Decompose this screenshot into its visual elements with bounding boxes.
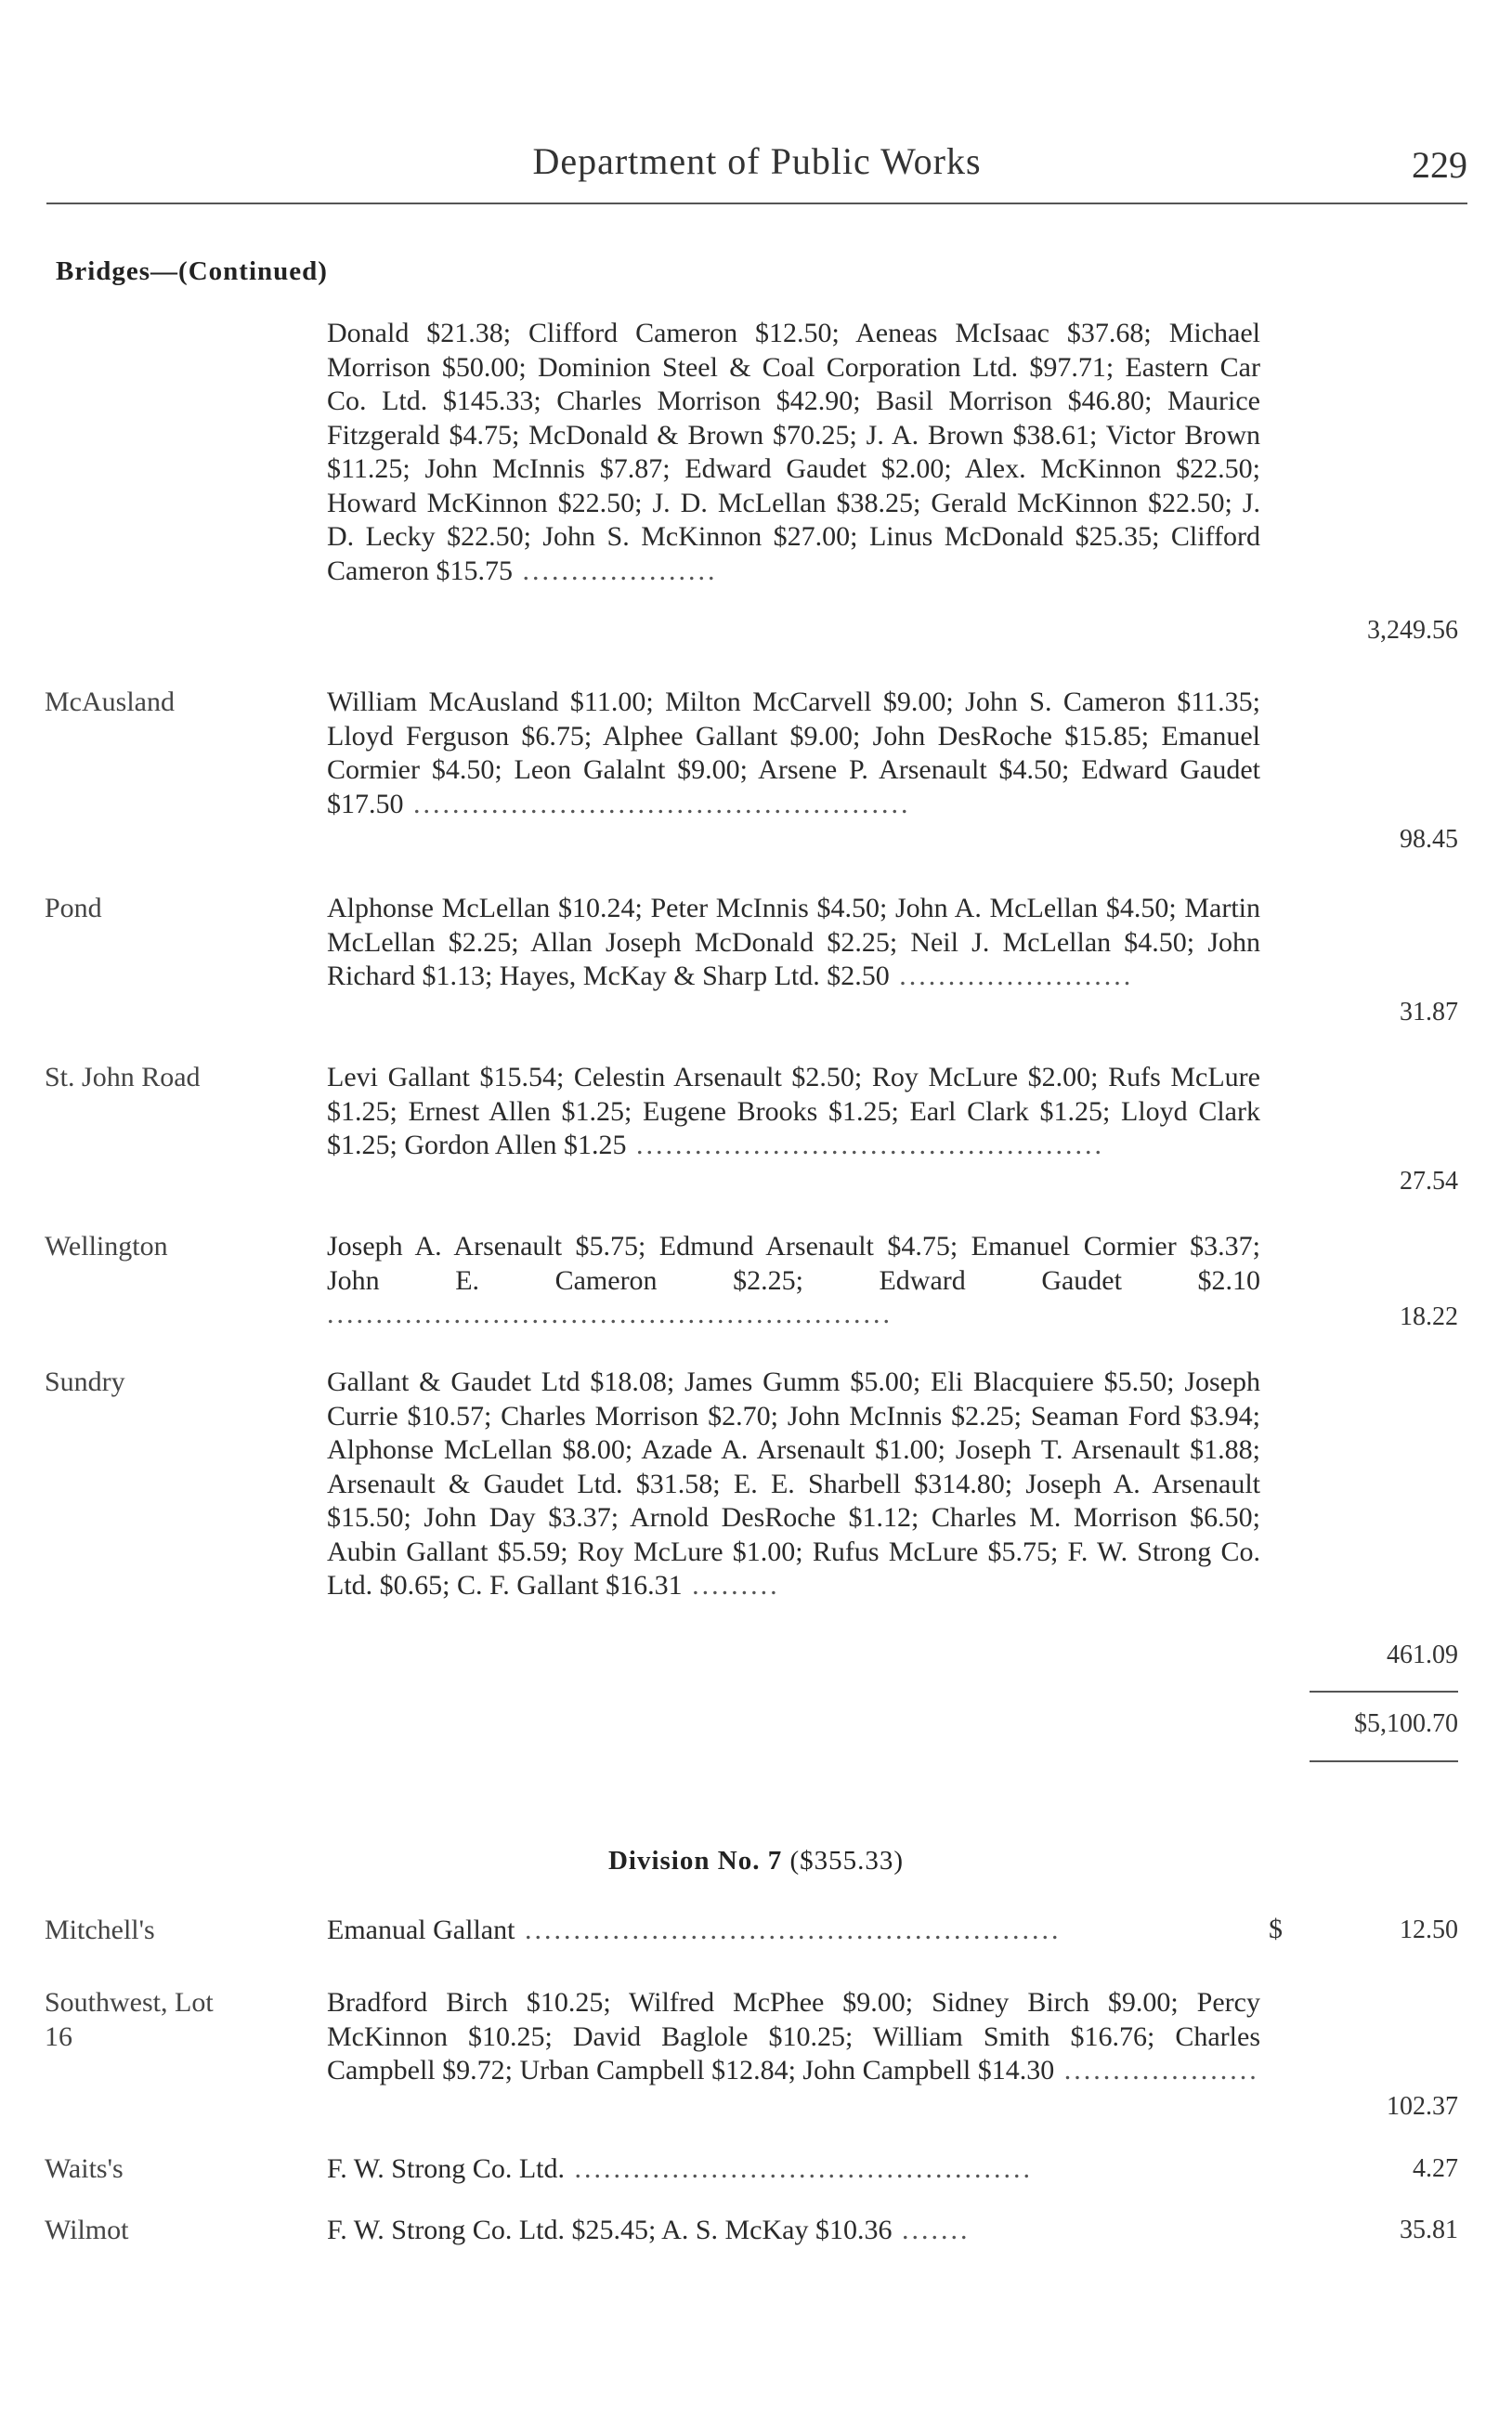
entry-text: [327, 2214, 1260, 2248]
entry-amount: 18.22: [1400, 1302, 1458, 1331]
entry-text-content: Gallant & Gaudet Ltd $18.08; James Gumm $5.00; Eli Blacquiere $5.50; Joseph Currie $10.57; Charles Morrison $2.70; John McInnis $2.25; Seaman Ford $3.94; Alphonse McLellan $8.00; Azade A. Arsenault $1.00; Joseph T. Arsenault $1.88; Arsenault & Gaudet Ltd. $31.58; E. E. Sharbell $314.80; Joseph A. Arsenault $15.50; John Day $3.37; Arnold DesRoche $1.12; Charles M. Morrison $6.50; Aubin Gallant $5.59; Roy McLure $1.00; Rufus McLure $5.75; F. W. Strong Co. Ltd. $0.65; C. F. Gallant $16.31: [327, 1366, 1260, 1601]
header-rule: [46, 203, 1467, 204]
entry-text: [327, 1366, 1260, 1603]
entry-amount: 98.45: [1400, 825, 1458, 854]
subtotal-rule: [1310, 1691, 1458, 1693]
entry-text-content: William McAusland $11.00; Milton McCarvell $9.00; John S. Cameron $11.35; Lloyd Ferguson $6.75; Alphee Gallant $9.00; John DesRoche $15.85; Emanuel Cormier $4.50; Leon Galalnt $9.00; Arsene P. Arsenault $4.50; Edward Gaudet $17.50: [327, 686, 1260, 819]
dot-leader: ....................: [1054, 2055, 1259, 2086]
dollar-sign: $: [1269, 1914, 1283, 1944]
dot-leader: ..........................................................: [327, 1299, 893, 1329]
entry-text-content: Alphonse McLellan $10.24; Peter McInnis $4.50; John A. McLellan $4.50; Martin McLellan $2.25; Allan Joseph McDonald $2.25; Neil J. McLellan $4.50; John Richard $1.13; Hayes, McKay & Sharp Ltd. $2.50: [327, 893, 1260, 991]
entry-text: [327, 1986, 1260, 2088]
entry-label: Mitchell's: [45, 1915, 155, 1945]
division-title: Division No. 7: [607, 1846, 783, 1876]
dot-leader: ................................................: [626, 1130, 1104, 1160]
total-double-rule: [1310, 1760, 1458, 1762]
entry-text: [327, 892, 1260, 994]
entry-text-content: Donald $21.38; Clifford Cameron $12.50; Aeneas McIsaac $37.68; Michael Morrison $50.00; Dominion Steel & Coal Corporation Ltd. $97.71; Eastern Car Co. Ltd. $145.33; Charles Morrison $42.90; Basil Morrison $46.80; Maurice Fitzgerald $4.75; McDonald & Brown $70.25; J. A. Brown $38.61; Victor Brown $11.25; John McInnis $7.87; Edward Gaudet $2.00; Alex. McKinnon $22.50; Howard McKinnon $22.50; J. D. McLellan $38.25; Gerald McKinnon $22.50; J. D. Lecky $22.50; John S. McKinnon $27.00; Linus McDonald $25.35; Clifford Cameron $15.75: [327, 318, 1260, 586]
entry-text-content: Levi Gallant $15.54; Celestin Arsenault $2.50; Roy McLure $2.00; Rufs McLure $1.25; Ernest Allen $1.25; Eugene Brooks $1.25; Earl Clark $1.25; Lloyd Clark $1.25; Gordon Allen $1.25: [327, 1062, 1260, 1160]
entry-amount: 102.37: [1387, 2092, 1458, 2121]
entry-amount: 4.27: [1413, 2154, 1458, 2183]
entry-text-content: Emanual Gallant: [327, 1915, 515, 1945]
entry-amount: 27.54: [1400, 1167, 1458, 1196]
entry-text: [327, 1061, 1260, 1163]
entry-text-content: F. W. Strong Co. Ltd. $25.45; A. S. McKay $10.36: [327, 2215, 893, 2245]
entry-text: [327, 1230, 1260, 1332]
entry-amount: 35.81: [1400, 2216, 1458, 2244]
dot-leader: ...............................................: [564, 2153, 1033, 2184]
division-amount: ($355.33): [789, 1846, 905, 1876]
entry-label: Sundry: [45, 1366, 125, 1397]
entry-text: [327, 317, 1260, 588]
dot-leader: .......: [892, 2215, 971, 2245]
entry-label: Wellington: [45, 1231, 168, 1262]
entry-amount: 12.50: [1400, 1916, 1458, 1944]
entry-label: Wilmot: [45, 2215, 129, 2245]
section-total: $5,100.70: [1354, 1709, 1458, 1738]
page-title: Department of Public Works: [532, 140, 982, 182]
entry-amount: 461.09: [1387, 1641, 1458, 1669]
dot-leader: ....................: [512, 555, 718, 586]
entry-text: [327, 686, 1260, 821]
entry-text-content: Bradford Birch $10.25; Wilfred McPhee $9.00; Sidney Birch $9.00; Percy McKinnon $10.25; David Baglole $10.25; William Smith $16.76; Charles Campbell $9.72; Urban Campbell $12.84; John Campbell $14.30: [327, 1987, 1260, 2086]
page-number: 229: [1412, 144, 1467, 186]
entry-text: [327, 1914, 1256, 1948]
entry-label: Southwest, Lot 16: [45, 1987, 214, 2052]
entry-amount: 3,249.56: [1367, 616, 1458, 645]
entry-text-content: F. W. Strong Co. Ltd.: [327, 2153, 565, 2184]
entry-amount: 31.87: [1400, 998, 1458, 1026]
entry-label: St. John Road: [45, 1062, 201, 1092]
dot-leader: ...................................................: [403, 788, 911, 819]
division-heading: [0, 1846, 1512, 1876]
dot-leader: ........................: [889, 961, 1134, 991]
entry-label: McAusland: [45, 686, 175, 717]
entry-label: Waits's: [45, 2153, 124, 2184]
entry-label: Pond: [45, 893, 102, 923]
entry-text-content: Joseph A. Arsenault $5.75; Edmund Arsenault $4.75; Emanuel Cormier $3.37; John E. Cameron $2.25; Edward Gaudet $2.10: [327, 1231, 1260, 1296]
dot-leader: .........: [682, 1570, 780, 1601]
dot-leader: .......................................................: [515, 1915, 1062, 1945]
section-heading: Bridges—(Continued): [56, 256, 328, 286]
entry-text: [327, 2152, 1260, 2187]
running-head: [46, 139, 1467, 195]
